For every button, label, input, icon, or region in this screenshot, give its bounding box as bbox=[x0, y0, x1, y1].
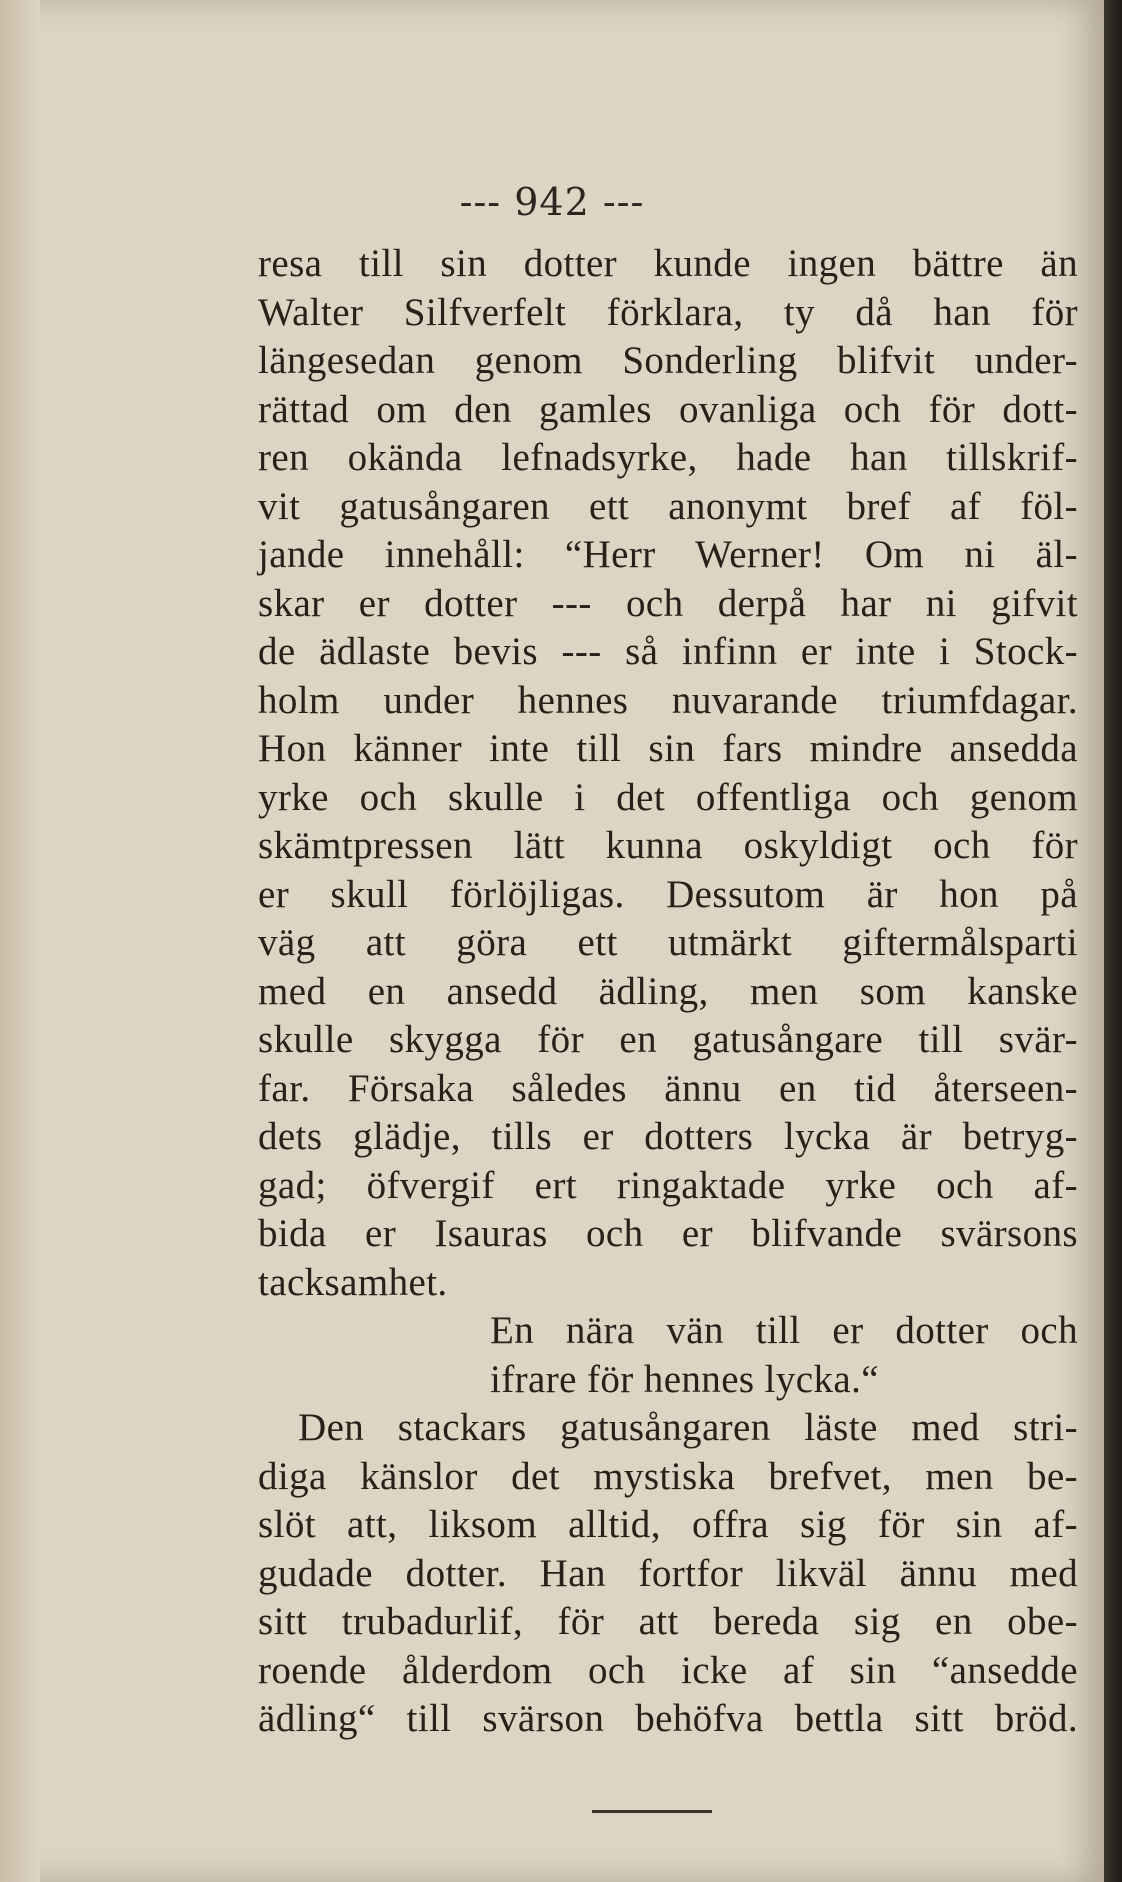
page-edge-shading bbox=[0, 0, 40, 1882]
text-line: roende ålderdom och icke af sin “ansedde bbox=[258, 1648, 1078, 1692]
text-line: gudade dotter. Han fortfor likväl ännu med bbox=[258, 1551, 1078, 1595]
letter-signature-line: ifrare för hennes lycka.“ bbox=[490, 1357, 879, 1401]
text-line: ren okända lefnadsyrke, hade han tillskrif- bbox=[258, 436, 1078, 479]
text-line: skar er dotter --- och derpå har ni gifvit bbox=[258, 581, 1078, 625]
text-line: Hon känner inte till sin fars mindre ansedda bbox=[258, 727, 1078, 770]
text-line: diga känslor det mystiska brefvet, men be- bbox=[258, 1454, 1078, 1498]
text-line: gad; öfvergif ert ringaktade yrke och af- bbox=[258, 1163, 1078, 1207]
text-line: tacksamhet. bbox=[258, 1260, 448, 1304]
text-line: de ädlaste bevis --- så infinn er inte i Stock- bbox=[258, 630, 1078, 673]
text-line: resa till sin dotter kunde ingen bättre än bbox=[258, 242, 1078, 285]
text-line: med en ansedd ädling, men som kanske bbox=[258, 969, 1078, 1013]
text-line: väg att göra ett utmärkt giftermålsparti bbox=[258, 921, 1078, 964]
text-line: längesedan genom Sonderling blifvit under- bbox=[258, 339, 1078, 382]
body-text bbox=[258, 240, 1078, 1744]
text-line: jande innehåll: “Herr Werner! Om ni äl- bbox=[258, 533, 1078, 576]
text-line: holm under hennes nuvarande triumfdagar. bbox=[258, 678, 1078, 722]
text-line: vit gatusångaren ett anonymt bref af föl- bbox=[258, 484, 1078, 528]
text-line: sitt trubadurlif, för att bereda sig en obe- bbox=[258, 1600, 1078, 1643]
page-number: --- 942 --- bbox=[459, 180, 645, 224]
text-line: Walter Silfverfelt förklara, ty då han för bbox=[258, 290, 1078, 334]
text-line: bida er Isauras och er blifvande svärsons bbox=[258, 1212, 1078, 1255]
letter-signature-line: En nära vän till er dotter och bbox=[490, 1309, 1078, 1352]
text-line: yrke och skulle i det offentliga och genom bbox=[258, 775, 1078, 819]
text-line: ädling“ till svärson behöfva bettla sitt bröd. bbox=[258, 1697, 1078, 1740]
text-line: skämtpressen lätt kunna oskyldigt och för bbox=[258, 824, 1078, 867]
text-line: slöt att, liksom alltid, offra sig för sin af- bbox=[258, 1503, 1078, 1546]
section-end-rule bbox=[592, 1810, 712, 1813]
text-line: Den stackars gatusångaren läste med stri- bbox=[298, 1406, 1078, 1449]
text-line: far. Försaka således ännu en tid återseen- bbox=[258, 1066, 1078, 1110]
text-line: rättad om den gamles ovanliga och för dott- bbox=[258, 387, 1078, 431]
text-line: er skull förlöjligas. Dessutom är hon på bbox=[258, 872, 1078, 916]
text-line: skulle skygga för en gatusångare till svär- bbox=[258, 1018, 1078, 1061]
book-spine bbox=[1104, 0, 1122, 1882]
text-line: dets glädje, tills er dotters lycka är betryg- bbox=[258, 1115, 1078, 1158]
